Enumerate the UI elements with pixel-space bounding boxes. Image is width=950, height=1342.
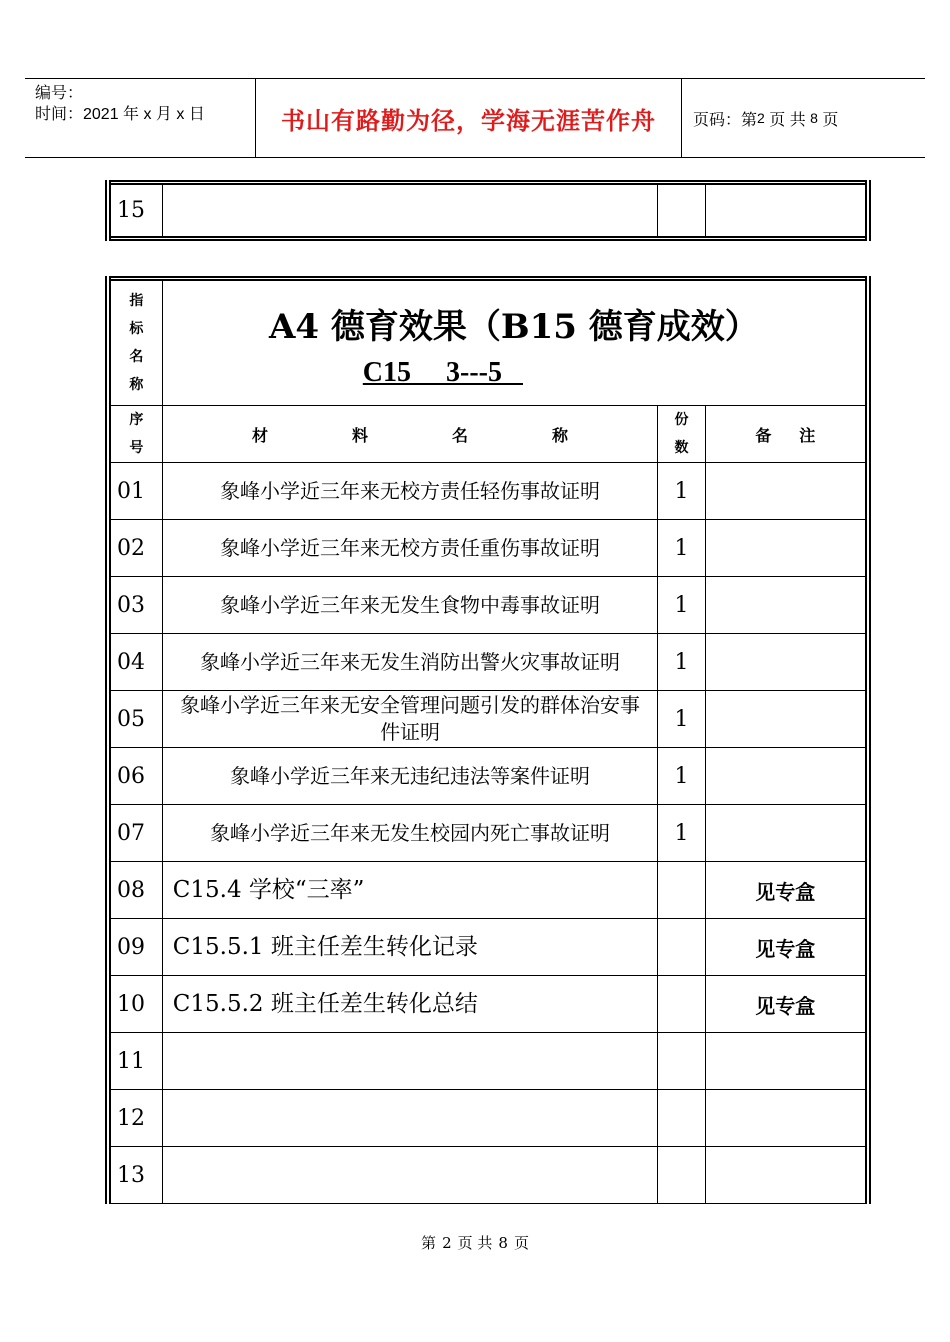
row-name: 象峰小学近三年来无违纪违法等案件证明: [162, 748, 658, 805]
row-qty: [658, 1090, 705, 1147]
row-name: [162, 1090, 658, 1147]
page-number-cell: [681, 79, 925, 157]
table-row: [108, 463, 868, 520]
row-note: [705, 805, 868, 862]
note-header: 备 注: [705, 406, 868, 463]
row-number: 07: [108, 805, 162, 862]
row-note: [705, 1147, 868, 1204]
row-note: 见专盒: [705, 919, 868, 976]
row-name: 象峰小学近三年来无校方责任重伤事故证明: [162, 520, 658, 577]
table-row: [108, 577, 868, 634]
row-qty: 1: [658, 520, 705, 577]
row-number: 05: [108, 691, 162, 748]
row-number: 15: [108, 183, 162, 239]
seq-char: 序: [129, 412, 144, 428]
row-number: 09: [108, 919, 162, 976]
row-note: [705, 691, 868, 748]
table-row: [108, 520, 868, 577]
table-row: [108, 183, 868, 239]
page-total: 8: [810, 110, 818, 126]
row-name: C15.5.1 班主任差生转化记录: [162, 919, 658, 976]
row-name: C15.5.2 班主任差生转化总结: [162, 976, 658, 1033]
row-name: C15.4 学校“三率”: [162, 862, 658, 919]
time-label: 时间：2021 年 x 月 x 日: [35, 106, 205, 123]
row-name: [162, 1147, 658, 1204]
table-row: [108, 1147, 868, 1204]
row-note: [705, 183, 868, 239]
table-body: [108, 463, 868, 1204]
title-row: [108, 279, 868, 406]
row-note: [705, 634, 868, 691]
table-row: [108, 691, 868, 748]
row-note: [705, 463, 868, 520]
table-row: [108, 634, 868, 691]
row-name: 象峰小学近三年来无发生校园内死亡事故证明: [162, 805, 658, 862]
indicator-char: 标: [129, 321, 144, 337]
qty-char: 数: [674, 440, 689, 456]
indicator-label: [108, 279, 162, 406]
row-qty: 1: [658, 748, 705, 805]
row-note: [705, 1033, 868, 1090]
row-number: 02: [108, 520, 162, 577]
row-number: 06: [108, 748, 162, 805]
footer-prefix: 第: [421, 1234, 437, 1252]
page-header: [25, 78, 925, 158]
row-number: 13: [108, 1147, 162, 1204]
row-number: 12: [108, 1090, 162, 1147]
row-number: 03: [108, 577, 162, 634]
row-number: 10: [108, 976, 162, 1033]
row-note: [705, 1090, 868, 1147]
row-note: 见专盒: [705, 862, 868, 919]
table-row: [108, 748, 868, 805]
footer-suffix: 页: [513, 1234, 529, 1252]
page-end: 页: [822, 111, 839, 129]
row-qty: [658, 183, 705, 239]
page-current: 2: [757, 110, 765, 126]
title-cell: [162, 279, 868, 406]
motto-text: 书山有路勤为径，学海无涯苦作舟: [281, 106, 656, 135]
code-label: 编号：: [35, 85, 84, 102]
footer-mid: 页 共: [457, 1234, 493, 1252]
qty-header: [658, 406, 705, 463]
table-title: A4 德育效果（B15 德育成效）: [269, 307, 759, 347]
row-note: 见专盒: [705, 976, 868, 1033]
row-number: 08: [108, 862, 162, 919]
seq-char: 号: [129, 440, 144, 456]
row-name: 象峰小学近三年来无安全管理问题引发的群体治安事件证明: [162, 691, 658, 748]
row-note: [705, 748, 868, 805]
page-label: 页码：第: [693, 111, 758, 129]
row-qty: 1: [658, 577, 705, 634]
row-number: 04: [108, 634, 162, 691]
row-qty: [658, 1033, 705, 1090]
indicator-char: 名: [129, 349, 144, 365]
row-qty: 1: [658, 634, 705, 691]
table-row: [108, 1090, 868, 1147]
materials-table: [105, 276, 871, 1204]
row-qty: [658, 862, 705, 919]
row-name: 象峰小学近三年来无发生消防出警火灾事故证明: [162, 634, 658, 691]
row-name: [162, 1033, 658, 1090]
row-qty: 1: [658, 463, 705, 520]
table-subtitle: C15 3---5: [362, 357, 523, 388]
continuation-table: [105, 180, 871, 241]
seq-header: [108, 406, 162, 463]
name-header: [162, 406, 658, 463]
indicator-char: 称: [129, 377, 144, 393]
row-number: 01: [108, 463, 162, 520]
row-note: [705, 520, 868, 577]
column-header-row: [108, 406, 868, 463]
footer-current: 2: [442, 1234, 452, 1252]
row-qty: [658, 976, 705, 1033]
table-row: [108, 919, 868, 976]
row-qty: [658, 919, 705, 976]
qty-char: 份: [674, 412, 689, 428]
row-name: 象峰小学近三年来无发生食物中毒事故证明: [162, 577, 658, 634]
row-qty: [658, 1147, 705, 1204]
table-row: [108, 976, 868, 1033]
name-header-char: 名: [452, 425, 469, 445]
row-qty: 1: [658, 805, 705, 862]
page-footer: [0, 1232, 950, 1253]
name-header-char: 称: [552, 425, 569, 445]
indicator-char: 指: [129, 293, 144, 309]
row-number: 11: [108, 1033, 162, 1090]
header-meta: [25, 79, 255, 157]
page-mid: 页 共: [769, 111, 806, 129]
motto-cell: [255, 79, 682, 157]
table-row: [108, 1033, 868, 1090]
name-header-char: 料: [352, 425, 369, 445]
name-header-char: 材: [252, 425, 269, 445]
footer-total: 8: [498, 1234, 508, 1252]
table-row: [108, 862, 868, 919]
row-name: [162, 183, 658, 239]
row-name: 象峰小学近三年来无校方责任轻伤事故证明: [162, 463, 658, 520]
row-qty: 1: [658, 691, 705, 748]
row-note: [705, 577, 868, 634]
table-row: [108, 805, 868, 862]
